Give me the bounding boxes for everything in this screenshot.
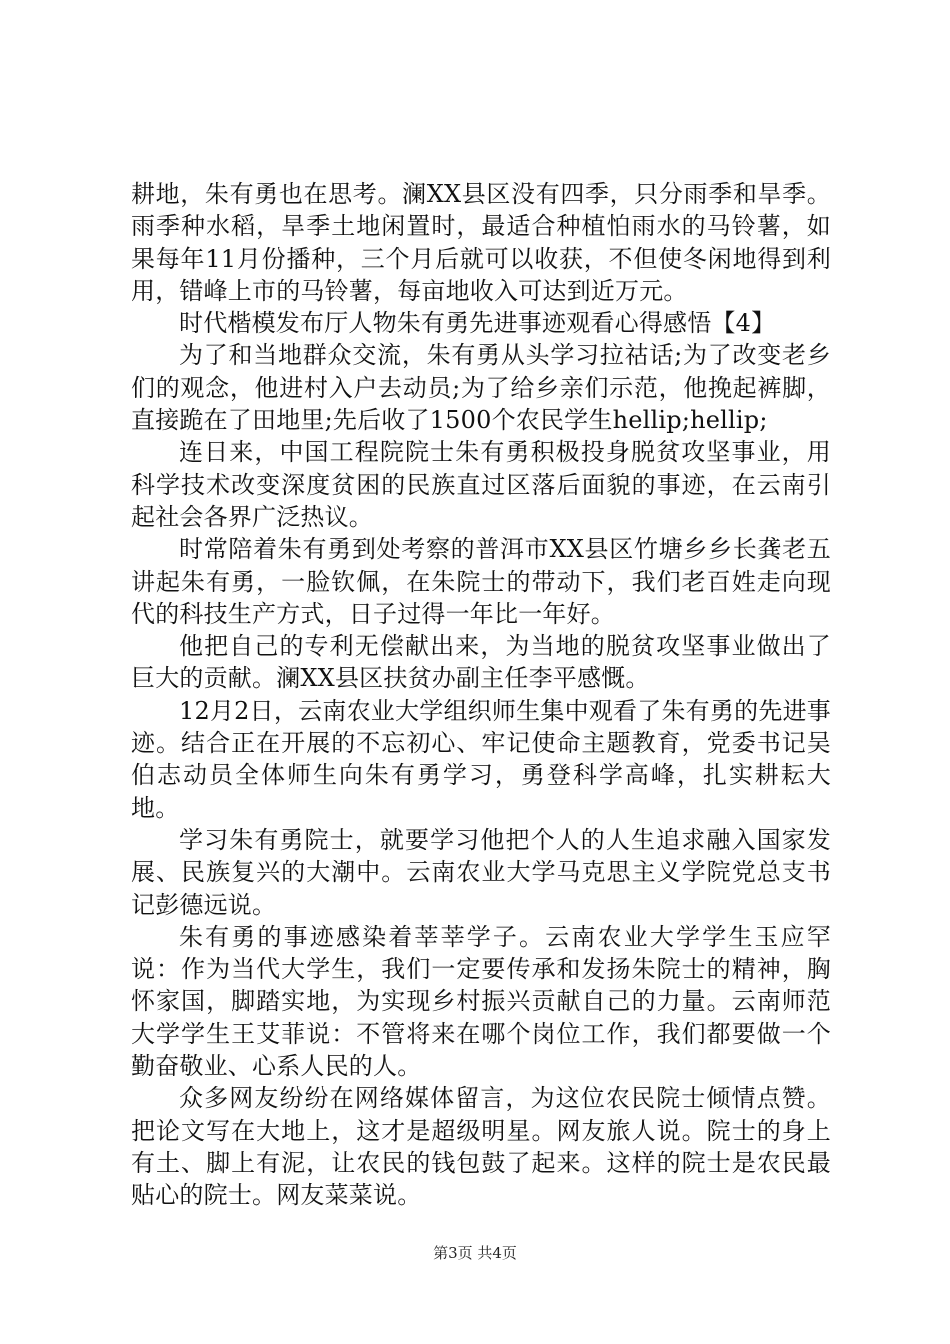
paragraph: 为了和当地群众交流，朱有勇从头学习拉祜话;为了改变老乡们的观念，他进村入户去动员;为了给乡亲们示范，他挽起裤脚，直接跪在了田地里;先后收了1500个农民学生hellip;hellip; [131,341,831,435]
paragraph: 他把自己的专利无偿献出来，为当地的脱贫攻坚事业做出了巨大的贡献。澜XX县区扶贫办副主任李平感慨。 [131,632,831,693]
paragraph: 学习朱有勇院士，就要学习他把个人的人生追求融入国家发展、民族复兴的大潮中。云南农业大学马克思主义学院党总支书记彭德远说。 [131,825,831,919]
section-heading: 时代楷模发布厅人物朱有勇先进事迹观看心得感悟【4】 [179,309,776,338]
document-body [131,178,831,1212]
paragraph: 12月2日，云南农业大学组织师生集中观看了朱有勇的先进事迹。结合正在开展的不忘初心、牢记使命主题教育，党委书记吴伯志动员全体师生向朱有勇学习，勇登科学高峰，扎实耕耘大地。 [131,696,831,822]
paragraph: 时常陪着朱有勇到处考察的普洱市XX县区竹塘乡乡长龚老五讲起朱有勇，一脸钦佩，在朱院士的带动下，我们老百姓走向现代的科技生产方式，日子过得一年比一年好。 [131,535,831,628]
paragraph: 连日来，中国工程院院士朱有勇积极投身脱贫攻坚事业，用科学技术改变深度贫困的民族直过区落后面貌的事迹，在云南引起社会各界广泛热议。 [131,438,831,531]
paragraph: 朱有勇的事迹感染着莘莘学子。云南农业大学学生玉应罕说：作为当代大学生，我们一定要传承和发扬朱院士的精神，胸怀家国，脚踏实地，为实现乡村振兴贡献自己的力量。云南师范大学学生王艾菲说：不管将来在哪个岗位工作，我们都要做一个勤奋敬业、心系人民的人。 [131,922,831,1081]
page-number-footer: 第3页 共4页 [433,1244,517,1262]
paragraph-continuation: 耕地，朱有勇也在思考。澜XX县区没有四季，只分雨季和旱季。雨季种水稻，旱季土地闲置时，最适合种植怕雨水的马铃薯，如果每年11月份播种，三个月后就可以收获，不但使冬闲地得到利用，错峰上市的马铃薯，每亩地收入可达到近万元。 [131,180,831,305]
paragraph: 众多网友纷纷在网络媒体留言，为这位农民院士倾情点赞。把论文写在大地上，这才是超级明星。网友旅人说。院士的身上有土、脚上有泥，让农民的钱包鼓了起来。这样的院士是农民最贴心的院士。网友菜菜说。 [131,1084,831,1210]
